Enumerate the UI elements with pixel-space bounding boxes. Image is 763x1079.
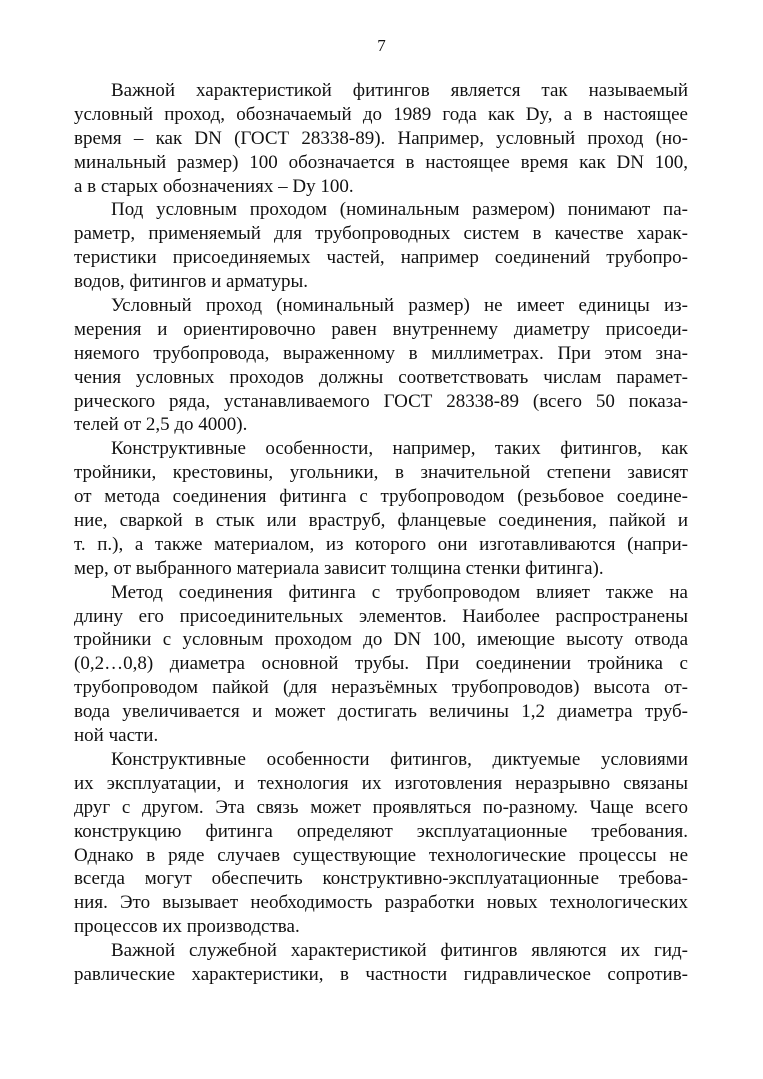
text-line: (0,2…0,8) диаметра основной трубы. При соединении тройника с	[74, 653, 688, 675]
text-line: время – как DN (ГОСТ 28338-89). Например, условный проход (но-	[74, 127, 688, 149]
text-line: водов, фитингов и арматуры.	[74, 271, 309, 293]
text-line: друг с другом. Эта связь может проявляться по-разному. Чаще всего	[74, 796, 688, 818]
text-line: длину его присоединительных элементов. Наиболее распространены	[74, 605, 688, 627]
text-line: ние, сваркой в стык или враструб, фланцевые соединения, пайкой и	[74, 510, 688, 532]
paragraph	[74, 198, 688, 294]
text-line: т. п.), а также материалом, из которого они изготавливаются (напри-	[74, 533, 688, 555]
text-line: тройники с условным проходом до DN 100, имеющие высоту отвода	[74, 629, 688, 651]
text-line: вода увеличивается и может достигать величины 1,2 диаметра труб-	[74, 701, 688, 723]
text-line: а в старых обозначениях – Dy 100.	[74, 175, 354, 197]
text-line: их эксплуатации, и технология их изготовления неразрывно связаны	[74, 772, 688, 794]
body-text	[74, 79, 688, 987]
paragraph	[74, 581, 688, 748]
text-line: рического ряда, устанавливаемого ГОСТ 28338-89 (всего 50 показа-	[74, 390, 688, 412]
text-line: трубопроводом пайкой (для неразъёмных трубопроводов) высота от-	[74, 677, 688, 699]
text-line: Конструктивные особенности, например, таких фитингов, как	[111, 438, 688, 460]
text-line: равлические характеристики, в частности гидравлическое сопротив-	[74, 963, 688, 985]
text-line: мер, от выбранного материала зависит толщина стенки фитинга).	[74, 557, 604, 579]
text-line: условный проход, обозначаемый до 1989 года как Dy, а в настоящее	[74, 103, 688, 125]
text-line: тройники, крестовины, угольники, в значительной степени зависят	[74, 462, 688, 484]
text-line: телей от 2,5 до 4000).	[74, 414, 248, 436]
paragraph	[74, 939, 688, 987]
paragraph	[74, 437, 688, 580]
text-line: мерения и ориентировочно равен внутреннему диаметру присоеди-	[74, 318, 688, 340]
text-line: конструкцию фитинга определяют эксплуатационные требования.	[74, 820, 688, 842]
text-line: Важной характеристикой фитингов является так называемый	[111, 80, 688, 101]
text-line: Конструктивные особенности фитингов, диктуемые условиями	[111, 748, 688, 770]
text-line: от метода соединения фитинга с трубопроводом (резьбовое соедине-	[74, 486, 688, 508]
paragraph	[74, 294, 688, 437]
page-number: 7	[377, 36, 386, 55]
text-line: ной части.	[74, 725, 159, 747]
text-line: процессов их производства.	[74, 916, 300, 938]
text-line: минальный размер) 100 обозначается в настоящее время как DN 100,	[74, 151, 688, 173]
text-line: Условный проход (номинальный размер) не имеет единицы из-	[111, 295, 688, 317]
text-line: всегда могут обеспечить конструктивно-эксплуатационные требова-	[74, 868, 688, 890]
text-line: Однако в ряде случаев существующие технологические процессы не	[74, 844, 688, 866]
paragraph	[74, 748, 688, 939]
text-line: раметр, применяемый для трубопроводных систем в качестве харак-	[74, 223, 688, 245]
text-line: няемого трубопровода, выраженному в миллиметрах. При этом зна-	[74, 342, 688, 364]
paragraph	[74, 79, 688, 198]
text-line: ния. Это вызывает необходимость разработки новых технологических	[74, 892, 688, 914]
text-line: Важной служебной характеристикой фитингов являются их гид-	[111, 940, 688, 962]
text-line: Под условным проходом (номинальным размером) понимают па-	[111, 199, 688, 221]
text-line: чения условных проходов должны соответствовать числам парамет-	[74, 366, 688, 388]
text-line: теристики присоединяемых частей, например соединений трубопро-	[74, 247, 688, 269]
text-line: Метод соединения фитинга с трубопроводом влияет также на	[111, 581, 688, 603]
